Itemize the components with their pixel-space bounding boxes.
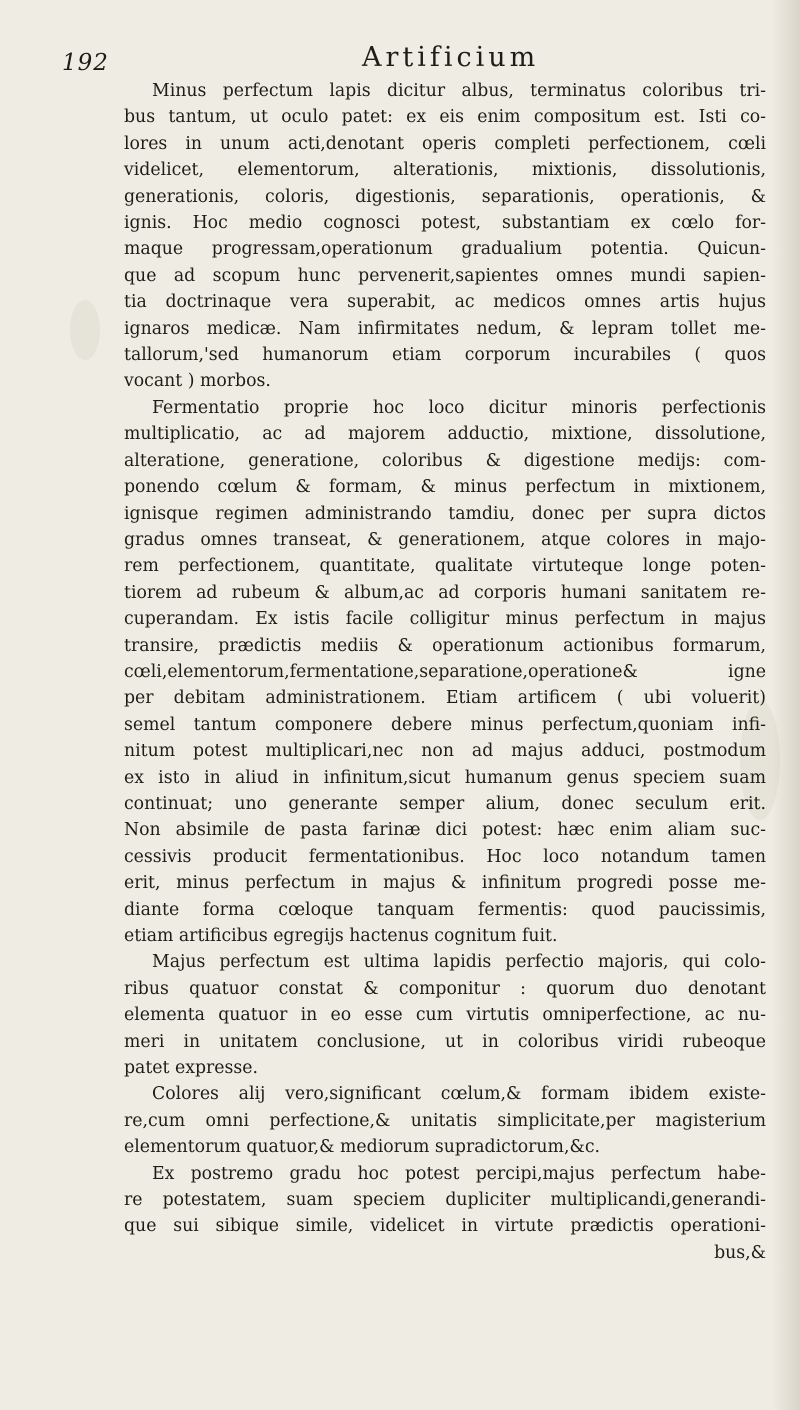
text-line: bus,& — [714, 1242, 766, 1263]
running-head: Artificium — [362, 42, 540, 73]
page-edge-shadow — [772, 0, 800, 1410]
text-line: semel tantum componere debere minus perfectum,quoniam infi- — [124, 714, 766, 735]
text-line: elementa quatuor in eo esse cum virtutis omniperfectione, ac nu- — [124, 1005, 766, 1026]
text-line: rem perfectionem, quantitate, qualitate virtuteque longe poten- — [124, 556, 766, 577]
text-line: elementorum quatuor,& mediorum supradictorum,&c. — [124, 1137, 600, 1158]
text-line: meri in unitatem conclusione, ut in coloribus viridi rubeoque — [124, 1031, 766, 1052]
text-line: patet expresse. — [124, 1058, 258, 1079]
text-line: re potestatem, suam speciem dupliciter multiplicandi,generandi- — [124, 1190, 766, 1211]
text-line: etiam artificibus egregijs hactenus cognitum fuit. — [124, 926, 558, 946]
text-line: Colores alij vero,significant cœlum,& formam ibidem existe- — [152, 1084, 766, 1105]
text-line: ex isto in aliud in infinitum,sicut humanum genus speciem suam — [124, 767, 766, 788]
text-line: erit, minus perfectum in majus & infinitum progredi posse me- — [124, 873, 766, 894]
text-line: cessivis producit fermentationibus. Hoc loco notandum tamen — [124, 846, 766, 867]
page-number: 192 — [62, 50, 109, 76]
text-line: videlicet, elementorum, alterationis, mixtionis, dissolutionis, — [124, 160, 766, 181]
text-line: ignisque regimen administrando tamdiu, donec per supra dictos — [124, 503, 766, 524]
text-line: cœli,elementorum,fermentatione,separatione,operatione& igne — [124, 661, 766, 682]
text-line: transire, prædictis mediis & operationum actionibus formarum, — [124, 635, 766, 656]
text-line: nitum potest multiplicari,nec non ad majus adduci, postmodum — [124, 741, 766, 762]
text-line: que sui sibique simile, videlicet in virtute prædictis operationi- — [124, 1216, 766, 1237]
text-line: continuat; uno generante semper alium, donec seculum erit. — [124, 793, 766, 814]
text-line: ponendo cœlum & formam, & minus perfectum in mixtionem, — [124, 477, 766, 498]
text-line: Minus perfectum lapis dicitur albus, terminatus coloribus tri- — [152, 81, 766, 101]
text-line: tia doctrinaque vera superabit, ac medicos omnes artis hujus — [124, 292, 766, 313]
text-line: Ex postremo gradu hoc potest percipi,majus perfectum habe- — [152, 1163, 766, 1184]
text-line: bus tantum, ut oculo patet: ex eis enim compositum est. Isti co- — [124, 107, 766, 128]
body-text — [124, 78, 766, 1266]
text-line: re,cum omni perfectione,& unitatis simplicitate,per magisterium — [124, 1110, 766, 1131]
text-line: Fermentatio proprie hoc loco dicitur minoris perfectionis — [152, 397, 766, 418]
text-line: ignaros medicæ. Nam infirmitates nedum, & lepram tollet me- — [124, 318, 766, 339]
text-line: multiplicatio, ac ad majorem adductio, mixtione, dissolutione, — [124, 424, 766, 445]
text-line: cuperandam. Ex istis facile colligitur minus perfectum in majus — [124, 609, 766, 630]
text-line: per debitam administrationem. Etiam artificem ( ubi voluerit) — [124, 688, 766, 709]
text-line: alteratione, generatione, coloribus & digestione medijs: com- — [124, 450, 766, 471]
text-line: tallorum,'sed humanorum etiam corporum incurabiles ( quos — [124, 345, 766, 366]
paper-stain — [70, 300, 100, 360]
text-line: gradus omnes transeat, & generationem, atque colores in majo- — [124, 529, 766, 550]
page-header — [0, 42, 800, 82]
text-line: generationis, coloris, digestionis, separationis, operationis, & — [124, 186, 766, 207]
text-line: Majus perfectum est ultima lapidis perfectio majoris, qui colo- — [152, 952, 766, 973]
text-line: lores in unum acti,denotant operis completi perfectionem, cœli — [124, 133, 766, 154]
text-line: vocant ) morbos. — [124, 371, 271, 392]
text-line: Non absimile de pasta farinæ dici potest: hæc enim aliam suc- — [124, 820, 766, 841]
text-line: que ad scopum hunc pervenerit,sapientes omnes mundi sapien- — [124, 265, 766, 286]
text-line: ribus quatuor constat & componitur : quorum duo denotant — [124, 978, 766, 999]
text-line: ignis. Hoc medio cognosci potest, substantiam ex cœlo for- — [124, 213, 766, 234]
text-line: diante forma cœloque tanquam fermentis: quod paucissimis, — [124, 899, 766, 920]
text-line: maque progressam,operationum gradualium potentia. Quicun- — [124, 239, 766, 260]
text-line: tiorem ad rubeum & album,ac ad corporis humani sanitatem re- — [124, 582, 766, 603]
